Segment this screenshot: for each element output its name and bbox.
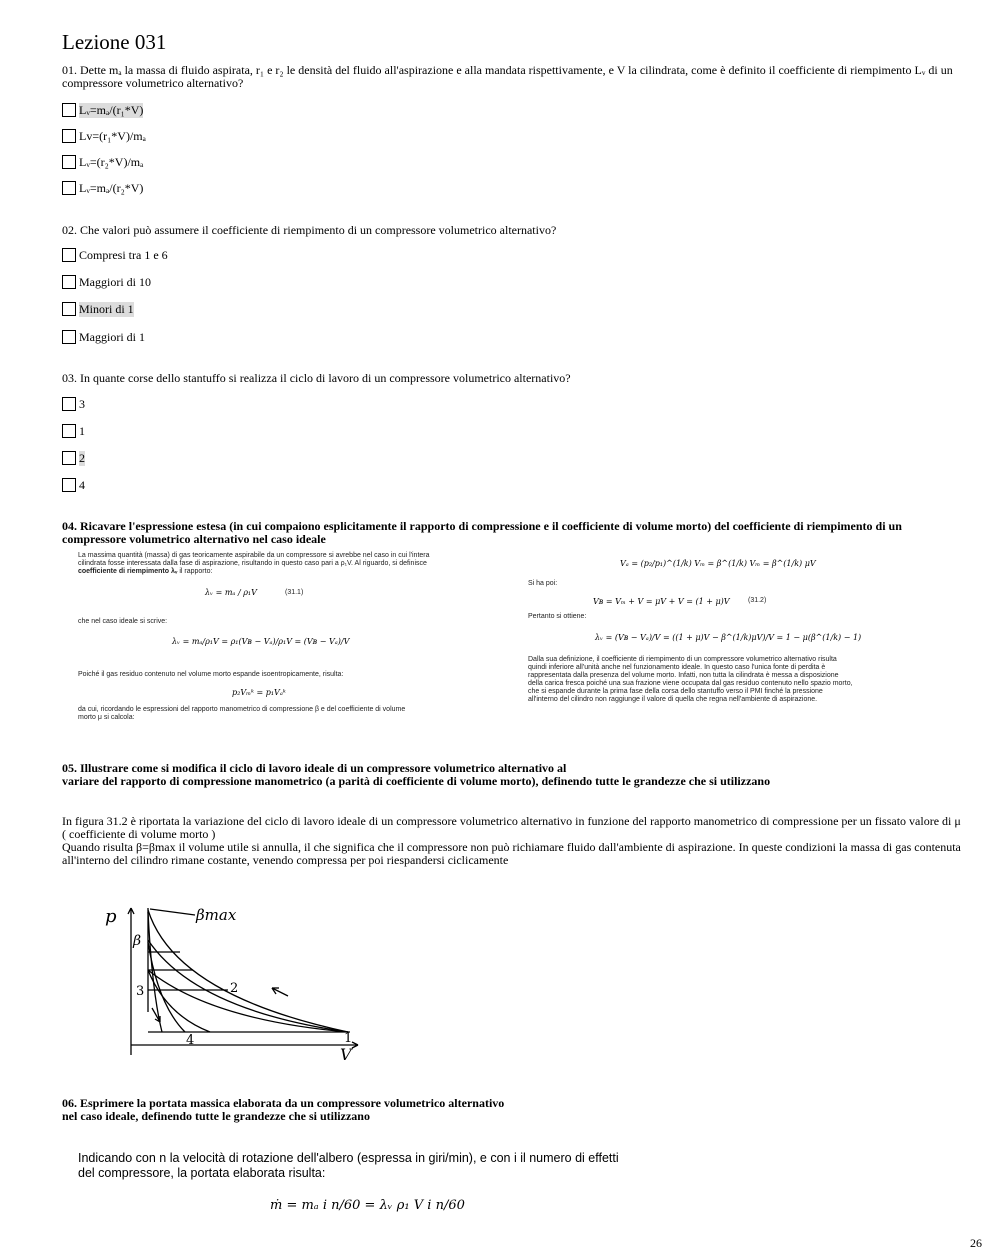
q4-left-formula-1: λᵥ = mₐ / ρ₁V xyxy=(205,588,257,597)
option-label: Lᵥ=mₐ/(r₁*V) xyxy=(79,102,144,117)
q4-left-formula-2: λᵥ = mₐ/ρ₁V = ρ₁(Vʙ − Vₐ)/ρ₁V = (Vʙ − Vₐ)/V xyxy=(172,637,350,646)
point-4-label: 4 xyxy=(186,1033,195,1048)
question-06-line-2: nel caso ideale, definendo tutte le grandezze che si utilizzano xyxy=(62,1109,370,1123)
q3-option-2[interactable] xyxy=(62,423,85,439)
point-1-label: 1 xyxy=(344,1031,353,1046)
checkbox[interactable] xyxy=(62,424,76,438)
checkbox[interactable] xyxy=(62,103,76,117)
checkbox[interactable] xyxy=(62,275,76,289)
page-title: Lezione 031 xyxy=(62,30,167,54)
beta-label: β xyxy=(133,933,142,949)
q4-left-formula-1-number: (31.1) xyxy=(285,589,304,596)
question-05-line-2: variare del rapporto di compressione manometrico (a parità di coefficiente di volume morto), definendo tutte le grandezze che si utilizzano xyxy=(62,774,771,788)
q4-right-formula-3: λᵥ = (Vʙ − Vₐ)/V = ((1 + μ)V − β^(1/k)μV)/V = 1 − μ(β^(1/k) − 1) xyxy=(595,633,862,642)
q1-option-3[interactable] xyxy=(62,154,143,170)
checkbox[interactable] xyxy=(62,451,76,465)
option-label: Maggiori di 10 xyxy=(79,274,151,289)
q2-option-2[interactable] xyxy=(62,274,151,290)
question-05-text xyxy=(62,762,962,788)
checkbox[interactable] xyxy=(62,302,76,316)
q2-option-1[interactable] xyxy=(62,247,168,263)
point-2-label: 2 xyxy=(230,981,239,996)
beta-max-label: βmax xyxy=(196,906,237,924)
question-05-line-1: 05. Illustrare come si modifica il ciclo di lavoro ideale di un compressore volumetrico alternativo al xyxy=(62,761,567,775)
q1-option-4[interactable] xyxy=(62,180,143,196)
q4-left-formula-3: p₂Vₘᵏ = p₁Vₐᵏ xyxy=(232,688,286,697)
q2-option-4[interactable] xyxy=(62,329,145,345)
point-3-label: 3 xyxy=(136,984,145,999)
question-02-text: 02. Che valori può assumere il coefficiente di riempimento di un compressore volumetrico alternativo? xyxy=(62,223,557,237)
option-label: Lv=(r₁*V)/mₐ xyxy=(79,128,146,143)
checkbox[interactable] xyxy=(62,129,76,143)
q4-left-paragraph-1: La massima quantità (massa) di gas teoricamente aspirabile da un compressore si avrebbe nel caso in cui l'intera cilindrata fosse interessata dalla fase di aspirazione, risultando in questo caso pari a ρ₁V. Al riguardo, si definisce coefficiente di riempimento λᵥ il rapporto: xyxy=(78,552,430,575)
answer-paragraph-2: Quando risulta β=βmax il volume utile si annulla, il che significa che il compressore non può richiamare fluido dall'ambiente di aspirazione. In queste condizioni la massa di gas contenuta all'interno del cilindro rimane costante, venendo compressa per poi riespandersi ciclicamente xyxy=(62,840,961,867)
option-label: 2 xyxy=(79,450,85,465)
question-06-answer: Indicando con n la velocità di rotazione dell'albero (espressa in giri/min), e con i il numero di effetti del compressore, la portata elaborata risulta: xyxy=(78,1151,619,1180)
checkbox[interactable] xyxy=(62,330,76,344)
x-axis-label: V xyxy=(340,1045,352,1064)
y-axis-label: p xyxy=(105,906,117,927)
q4-right-paragraph-3: Dalla sua definizione, il coefficiente di riempimento di un compressore volumetrico alternativo risulta quindi inferiore all'unità anche nel funzionamento ideale. In questo caso l'unica fonte di perdita è rappresentata dalla presenza del volume morto. Infatti, non tutta la cilindrata è messa a disposizione della carica fresca poiché una sua frazione viene occupata dal gas residuo contenuto nello spazio morto, che si espande durante la prima fase della corsa dello stantuffo verso il PMI finché la pressione all'interno del cilindro non raggiunge il valore di quella che regna nell'ambiente di aspirazione. xyxy=(528,656,853,703)
option-label: Maggiori di 1 xyxy=(79,329,145,344)
q4-left-paragraph-2: che nel caso ideale si scrive: xyxy=(78,618,168,625)
q2-option-3[interactable] xyxy=(62,301,134,317)
q4-right-formula-2: Vʙ = Vₘ + V = μV + V = (1 + μ)V xyxy=(593,597,730,606)
option-label: 1 xyxy=(79,423,85,438)
checkbox[interactable] xyxy=(62,478,76,492)
beta-max-leader xyxy=(150,909,195,915)
option-label: Lᵥ=mₐ/(r₂*V) xyxy=(79,180,144,195)
question-01-text: 01. Dette mₐ la massa di fluido aspirata, r₁ e r₂ le densità del fluido all'aspirazione e alla mandata rispettivamente, e V la cilindrata, come è definito il coefficiente di riempimento Lᵥ di un compressore volumetrico alternativo? xyxy=(62,63,953,90)
q1-option-2[interactable] xyxy=(62,128,146,144)
question-03-text: 03. In quante corse dello stantuffo si realizza il ciclo di lavoro di un compressore volumetrico alternativo? xyxy=(62,371,571,385)
q3-option-4[interactable] xyxy=(62,477,85,493)
question-04-text: 04. Ricavare l'espressione estesa (in cui compaiono esplicitamente il rapporto di compressione e il coefficiente di volume morto) del coefficiente di riempimento di un compressore volumetrico alternativo nel caso ideale xyxy=(62,519,902,546)
answer-paragraph-1: In figura 31.2 è riportata la variazione del ciclo di lavoro ideale di un compressore volumetrico alternativo in funzione del rapporto manometrico di compressione per un fissato valore di μ ( coefficiente di volume morto ) xyxy=(62,814,961,841)
question-05-answer xyxy=(62,815,962,867)
q1-option-1[interactable] xyxy=(62,102,143,118)
q4-right-formula-2-number: (31.2) xyxy=(748,597,767,604)
question-06-text xyxy=(62,1097,962,1123)
option-label: Compresi tra 1 e 6 xyxy=(79,247,168,262)
q4-left-paragraph-3: Poiché il gas residuo contenuto nel volume morto espande isoentropicamente, risulta: xyxy=(78,671,344,678)
option-label: 3 xyxy=(79,396,85,411)
checkbox[interactable] xyxy=(62,155,76,169)
checkbox[interactable] xyxy=(62,248,76,262)
option-label: Lᵥ=(r₂*V)/mₐ xyxy=(79,154,144,169)
option-label: 4 xyxy=(79,477,85,492)
compression-curve-beta xyxy=(148,940,348,1032)
q4-right-paragraph-2: Pertanto si ottiene: xyxy=(528,613,587,620)
question-06-line-1: 06. Esprimere la portata massica elaborata da un compressore volumetrico alternativo xyxy=(62,1096,505,1110)
q3-option-3[interactable] xyxy=(62,450,85,466)
page-number: 26 xyxy=(970,1236,982,1250)
q4-left-paragraph-4: da cui, ricordando le espressioni del rapporto manometrico di compressione β e del coefficiente di volume morto μ si calcola: xyxy=(78,706,406,721)
q4-right-paragraph-1: Si ha poi: xyxy=(528,580,558,587)
checkbox[interactable] xyxy=(62,181,76,195)
mass-flow-formula: ṁ = mₐ i n/60 = λᵥ ρ₁ V i n/60 xyxy=(270,1198,465,1213)
checkbox[interactable] xyxy=(62,397,76,411)
q3-option-1[interactable] xyxy=(62,396,85,412)
pv-cycle-diagram xyxy=(100,900,370,1065)
q4-right-formula-1: Vₐ = (p₂/p₁)^(1/k) Vₘ = β^(1/k) Vₘ = β^(1/k) μV xyxy=(620,559,816,568)
option-label: Minori di 1 xyxy=(79,301,134,316)
